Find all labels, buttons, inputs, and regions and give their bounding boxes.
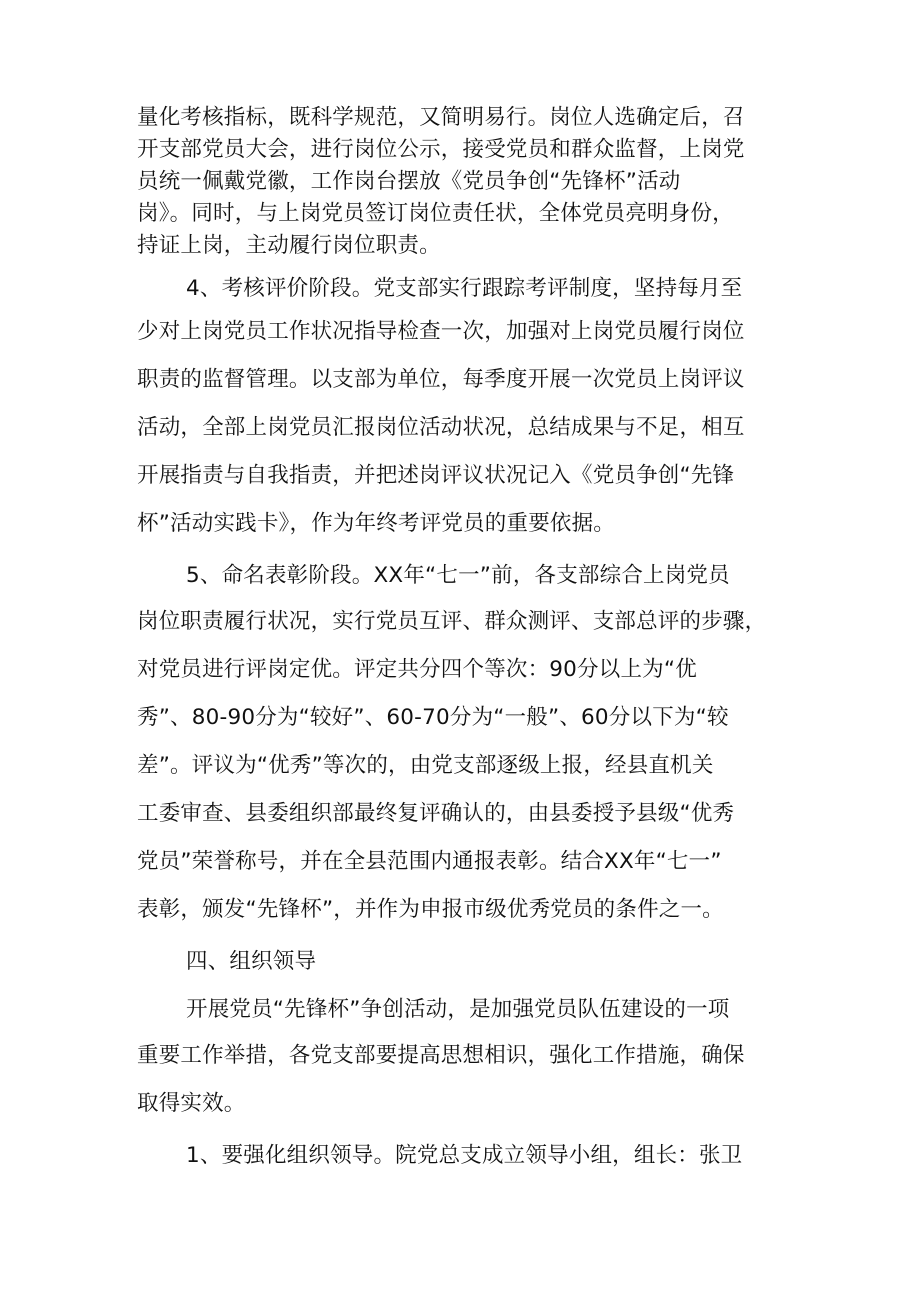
paragraph-start-line: 1、要强化组织领导。院党总支成立领导小组，组长：张卫: [186, 1143, 743, 1168]
text-line: 员统一佩戴党徽，工作岗台摆放《党员争创“先锋杯”活动: [137, 169, 681, 194]
text-line: 开展指责与自我指责，并把述岗评议状况记入《党员争创“先锋: [137, 463, 735, 488]
text-line: 工委审查、县委组织部最终复评确认的，由县委授予县级“优秀: [137, 801, 735, 826]
text-line: 岗》。同时，与上岗党员签订岗位责任状，全体党员亮明身份，: [137, 201, 734, 226]
text-line: 量化考核指标，既科学规范，又简明易行。岗位人选确定后，召: [137, 105, 745, 130]
text-line: 少对上岗党员工作状况指导检查一次，加强对上岗党员履行岗位: [137, 319, 745, 344]
paragraph-start-line: 4、考核评价阶段。党支部实行跟踪考评制度，坚持每月至: [186, 276, 743, 301]
text-line: 对党员进行评岗定优。评定共分四个等次：90分以上为“优: [137, 657, 697, 682]
text-line: 取得实效。: [137, 1091, 246, 1116]
section-heading: 四、组织领导: [186, 949, 317, 974]
text-line: 杯”活动实践卡》，作为年终考评党员的重要依据。: [137, 511, 615, 536]
paragraph-start-line: 开展党员“先锋杯”争创活动，是加强党员队伍建设的一项: [186, 997, 730, 1022]
text-line: 职责的监督管理。以支部为单位，每季度开展一次党员上岗评议: [137, 367, 745, 392]
paragraph-start-line: 5、命名表彰阶段。XX年“七一”前，各支部综合上岗党员: [186, 563, 730, 588]
text-line: 党员”荣誉称号，并在全县范围内通报表彰。结合XX年“七一”: [137, 849, 722, 874]
text-line: 差”。评议为“优秀”等次的，由党支部逐级上报，经县直机关: [137, 753, 714, 778]
text-line: 表彰，颁发“先锋杯”，并作为申报市级优秀党员的条件之一。: [137, 897, 724, 922]
text-line: 开支部党员大会，进行岗位公示，接受党员和群众监督，上岗党: [137, 137, 745, 162]
text-line: 活动，全部上岗党员汇报岗位活动状况，总结成果与不足，相互: [137, 415, 745, 440]
text-line: 岗位职责履行状况，实行党员互评、群众测评、支部总评的步骤，: [137, 609, 767, 634]
text-line: 秀”、80-90分为“较好”、60-70分为“一般”、60分以下为“较: [137, 705, 729, 730]
text-line: 重要工作举措，各党支部要提高思想相识，强化工作措施，确保: [137, 1043, 745, 1068]
text-line: 持证上岗，主动履行岗位职责。: [137, 233, 441, 258]
